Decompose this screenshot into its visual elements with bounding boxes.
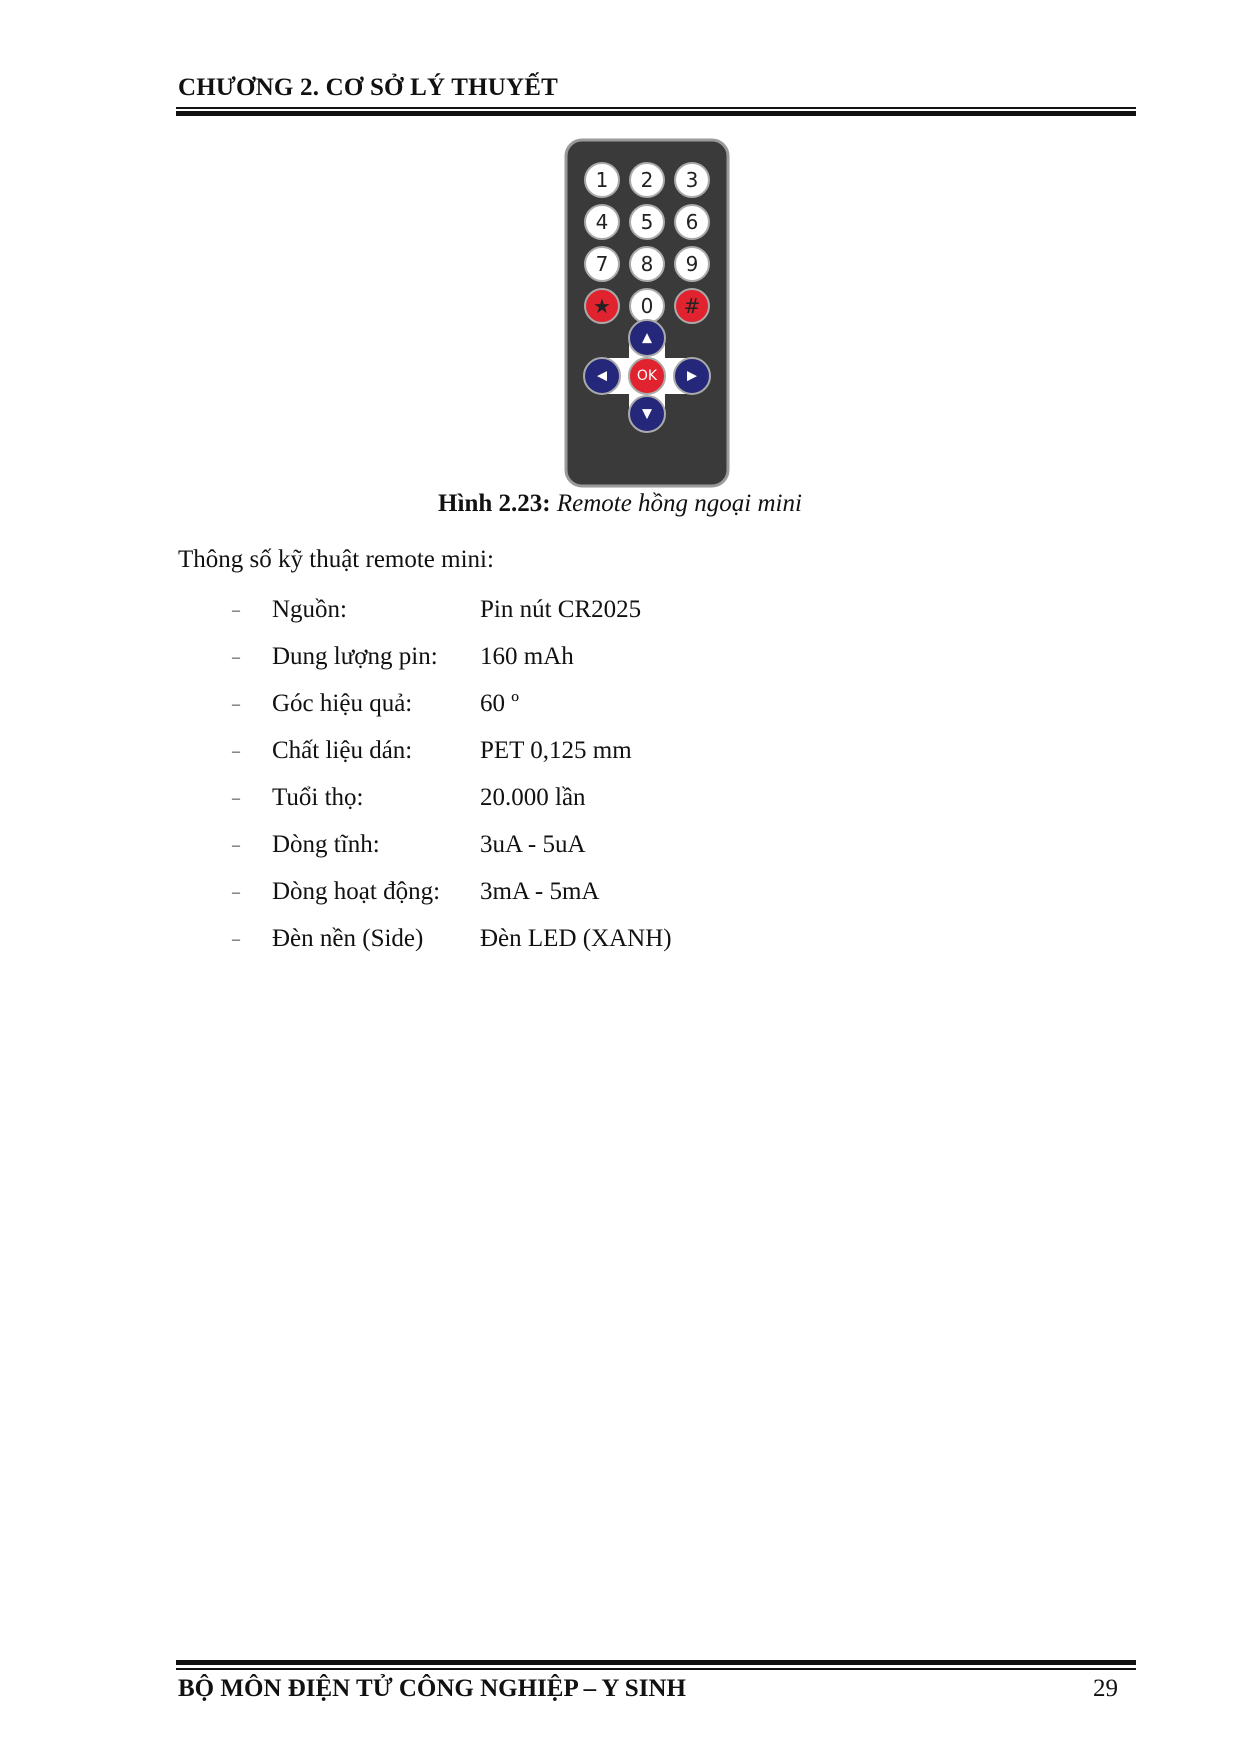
header-rule-thick: [176, 111, 1136, 116]
department-name: BỘ MÔN ĐIỆN TỬ CÔNG NGHIỆP – Y SINH: [178, 1675, 686, 1702]
spec-value: 3mA - 5mA: [480, 878, 600, 905]
caption-label: Hình 2.23:: [438, 490, 551, 517]
key-4: [585, 205, 619, 239]
spec-value: 3uA - 5uA: [480, 831, 586, 858]
remote-figure: [564, 138, 730, 488]
key-5: [630, 205, 664, 239]
footer-rule-thin: [176, 1668, 1136, 1670]
list-marker: –: [232, 602, 240, 619]
spec-label: Dòng tĩnh:: [272, 831, 380, 858]
key-down: [629, 396, 665, 432]
spec-label: Góc hiệu quả:: [272, 690, 413, 717]
key-star: [585, 289, 619, 323]
key-left: [584, 358, 620, 394]
key-2: [630, 163, 664, 197]
svg-text:▼: ▼: [642, 406, 652, 422]
key-3: [675, 163, 709, 197]
key-9: [675, 247, 709, 281]
key-7: [585, 247, 619, 281]
spec-item: [232, 690, 672, 737]
spec-item: [232, 596, 672, 643]
list-marker: –: [232, 884, 240, 901]
spec-value: PET 0,125 mm: [480, 737, 632, 764]
spec-list: [232, 596, 672, 972]
svg-text:★: ★: [593, 294, 611, 318]
spec-intro: Thông số kỹ thuật remote mini:: [178, 546, 494, 573]
footer-rule-thick: [176, 1660, 1136, 1665]
key-0: [630, 289, 664, 323]
svg-text:9: 9: [685, 252, 699, 276]
key-ok: [629, 358, 665, 394]
svg-text:1: 1: [595, 168, 609, 192]
key-right: [674, 358, 710, 394]
chapter-title: CHƯƠNG 2. CƠ SỞ LÝ THUYẾT: [178, 74, 559, 101]
spec-label: Dòng hoạt động:: [272, 878, 441, 905]
spec-label: Nguồn:: [272, 596, 347, 623]
list-marker: –: [232, 931, 240, 948]
spec-item: [232, 737, 672, 784]
spec-label: Đèn nền (Side): [272, 925, 424, 952]
svg-text:0: 0: [640, 294, 654, 318]
spec-item: [232, 643, 672, 690]
svg-text:◀: ◀: [597, 368, 607, 384]
list-marker: –: [232, 790, 240, 807]
list-marker: –: [232, 837, 240, 854]
spec-item: [232, 925, 672, 972]
key-1: [585, 163, 619, 197]
spec-value: Đèn LED (XANH): [480, 925, 672, 952]
spec-value: 60 º: [480, 690, 520, 717]
ir-remote-illustration: [564, 138, 730, 488]
svg-text:4: 4: [595, 210, 609, 234]
svg-text:6: 6: [685, 210, 699, 234]
svg-text:OK: OK: [636, 368, 658, 384]
spec-label: Chất liệu dán:: [272, 737, 413, 764]
svg-text:5: 5: [640, 210, 654, 234]
list-marker: –: [232, 696, 240, 713]
caption-text: Remote hồng ngoại mini: [556, 490, 802, 517]
key-8: [630, 247, 664, 281]
svg-text:8: 8: [640, 252, 654, 276]
spec-item: [232, 878, 672, 925]
spec-item: [232, 784, 672, 831]
spec-label: Dung lượng pin:: [272, 643, 438, 670]
bottom-keys: [585, 289, 709, 323]
number-keys: [585, 163, 709, 281]
key-up: [629, 320, 665, 356]
list-marker: –: [232, 649, 240, 666]
key-hash: [675, 289, 709, 323]
page-number: 29: [1093, 1675, 1118, 1702]
svg-text:#: #: [683, 294, 701, 318]
key-6: [675, 205, 709, 239]
svg-text:3: 3: [685, 168, 699, 192]
spec-value: 20.000 lần: [480, 784, 586, 811]
figure-caption: [0, 490, 1240, 518]
list-marker: –: [232, 743, 240, 760]
svg-text:▲: ▲: [642, 330, 652, 346]
svg-text:2: 2: [640, 168, 654, 192]
spec-value: 160 mAh: [480, 643, 574, 670]
header-rule-thin: [176, 107, 1136, 109]
svg-text:▶: ▶: [687, 368, 697, 384]
spec-value: Pin nút CR2025: [480, 596, 642, 623]
spec-label: Tuổi thọ:: [272, 784, 364, 811]
svg-text:7: 7: [595, 252, 609, 276]
spec-item: [232, 831, 672, 878]
